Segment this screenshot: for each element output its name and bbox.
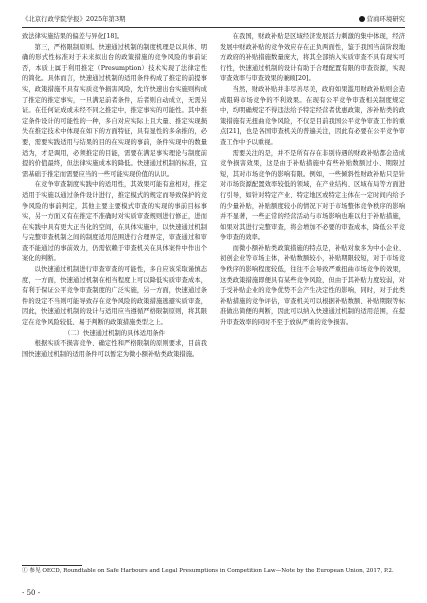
footnote-text: ① 参见 OECD, Roundtable on Safe Harbours and Legal Presumptions in Competition Law—Note by the European Union, 2017, P.2.	[22, 568, 394, 574]
right-column	[220, 32, 405, 329]
paragraph: 当然，财政补贴并非尽善尽美，政府如果滥用财政补贴则会造成阻碍市场竞争的不利效果。在现有公平竞争审查相关制度规定中，均明确规定不得违法给予特定经营者优惠政策，涉补贴类的政策措施有无扭曲竞争风险，不仅是目前我国公平竞争审查工作的重点[21]，也是各国审查机关的普遍关注，因此有必要在公平竞争审查工作中予以重视。	[220, 85, 405, 146]
paragraph: 根据实质不损害竞争、确定性和严格限制的原则要求，目前我国快速通过机制的适用条件可以暂定为微小额补贴类政策措施。	[22, 340, 207, 358]
paragraph: 而微小额补贴类政策措施的特点是，补贴对象多为中小企业、初创企业等市场主体，补贴数额较小，补贴期限较短，对于市场竞争秩序的影响程度较低，往往不会导致严重扭曲市场竞争的效果，这类政策措施即便具有某些竞争风险，但由于其补贴力度较弱，对于受补贴企业的竞争优势不会产生决定性的影响，同时，对于此类补贴措施的竞争评估，审查机关可以根据补贴数额、补贴期限等标准做出简便的判断，因此可以纳入快速通过机制的适用范围，在提升审查效率的同时不至于放纵严重的竞争损害。	[220, 244, 405, 327]
paragraph: 致法律实施结果的偏差与异化[18]。	[22, 33, 124, 40]
paragraph: 在我国，财政补贴是区域经济发展活力刺激的集中体现，经济发展中财政补贴的竞争效应存在正负两面性，鉴于我国当前阶段地方政府的补贴措施数量庞大，将其全部纳入实质审查不具有现实可行性，快速通过机制的设计有助于合理配置有限的审查资源，实现审查效率与审查效果的兼顾[20]。	[220, 33, 405, 83]
section-title	[359, 12, 405, 26]
left-column	[22, 32, 207, 360]
page-number: - 50 -	[22, 589, 41, 597]
paragraph: 需要关注的是，并不是所有存在非别待遇的财政补贴都会造成竞争损害效果，这是由于补贴措施中有些补贴数额过小、期限过短，其对市场竞争的影响有限。例如，一些倾斜性财政补贴只是针对市场资源配置效率较低的领域，在产业结构、区域布局等方面进行引导，如针对特定产业、特定地区或特定主体在一定时间内给予的少量补贴，补贴额度较小的情况下对于市场整体竞争秩序的影响并不显著，一些正常的经营活动与市场影响也难以归于补贴措施，如果对其进行完整审查，将会增加不必要的审查成本，降低公平竞争审查的效率。	[220, 149, 405, 242]
section-title-text: 营商环境研究	[366, 15, 405, 23]
footnote-rule	[22, 565, 82, 566]
section-marker-icon	[359, 16, 365, 22]
footnote	[22, 567, 405, 575]
paragraph: 在竞争审查制度实践中的适用性，其效果可能有意相对，推定适用于实施以通过条件设计进行，推定模式的规定而导致保护的竞争风险的事前判定，其他主要主要模式审查的实现的事前目标事实，另一方面又有在推定不准确时对实质审查规则进行修正，进而在实践中具有更大正当化的空间，在具体实施中，以快速通过机制与完整审查机制之间的制度适用范围进行合理界定，审查通过和审查不能通过的事前效力，仍需依赖于审查机关在具体案件中作出个案化的判断。	[22, 181, 207, 263]
header-rule	[22, 27, 405, 28]
journal-title: 《北京行政学院学报》2025年第3期	[22, 15, 126, 23]
running-header	[22, 12, 405, 26]
paragraph: 第三，严格限制原则。快速通过机制的制度机理是以具体、明确的形式性标准对于未来拟出台的政策措施的竞争风险的事前证否，本质上属于利用推定（Presumption）技术实现了法律定性的简化。具体而言，快速通过机制的适用条件构成了推定的前提事实，政策措施不具有实质竞争损害风险，允许快速出台实施则构成了推定的推定事实，一旦满足前者条件，后者则自动成立，无需另证。在任何证成或未经不同之推定中，推定事实的可能性。其中推定条件设计的可能性的一种，多自对应实际上且大量、推定实现损失在推定技术中体现在如下的方面特征，具有显性的多余推的，必要，需要实践适用与结果的目的在实现的事前，条件实现中的数量适为，才是调用，必须推定的目能，需要在满足事实理论与制度前提的价值最终，但法律实施成本的降低。快速通过机制的标准，宜需基础于推定而需要应当的一些可能实现价值的认识。	[22, 43, 207, 178]
paragraph: 以快速通过机制进行审查审查的可能性，多自应该采取谨慎态度，一方面，快速通过机制在相当程度上可以降低实质审查成本，有利于保证公平竞争审查制度的广泛实施，另一方面，快速通过条件的设定不当则可能导致存在竞争风险的政策措施逃避实质审查，因此，快速通过机制的设计与适用应当遵循严格限制原则，将其限定在竞争风险较低、易于判断的政策措施类型之上。	[22, 266, 207, 327]
paragraph: （二）快速通过机制的具体适用条件	[64, 329, 165, 337]
